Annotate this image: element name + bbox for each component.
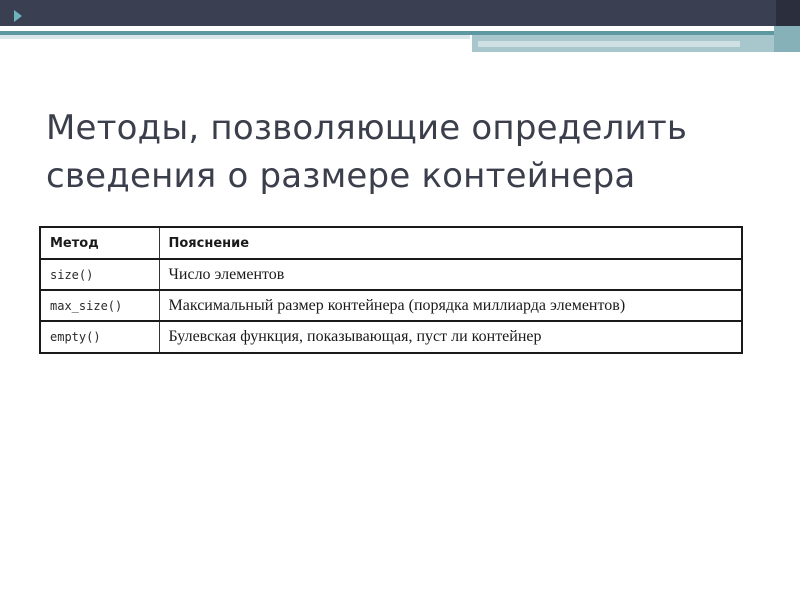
column-header-method: Метод xyxy=(41,228,159,259)
slide-arrow-icon xyxy=(14,10,22,22)
header-accent-block-inner xyxy=(478,41,740,47)
table-header-row xyxy=(41,228,741,259)
method-cell: empty() xyxy=(41,321,159,352)
description-cell: Булевская функция, показывающая, пуст ли контейнер xyxy=(168,328,542,345)
header-accent-corner xyxy=(774,26,800,52)
description-cell: Число элементов xyxy=(159,259,741,290)
slide-title-line-2: сведения о размере контейнера xyxy=(46,156,636,196)
methods-table-frame xyxy=(39,226,743,354)
method-cell: max_size() xyxy=(41,290,159,321)
table-row xyxy=(41,290,741,321)
methods-table xyxy=(41,228,741,352)
table-row xyxy=(41,259,741,290)
column-header-description: Пояснение xyxy=(159,228,741,259)
slide-title-line-1: Методы, позволяющие определить xyxy=(46,108,688,148)
header-banner xyxy=(0,0,800,26)
description-cell: Максимальный размер контейнера (порядка миллиарда элементов) xyxy=(159,290,741,321)
method-cell: size() xyxy=(41,259,159,290)
header-banner-corner xyxy=(776,0,800,26)
table-row xyxy=(41,321,741,352)
header-accent-strip xyxy=(0,35,470,39)
slide-title xyxy=(46,104,766,200)
